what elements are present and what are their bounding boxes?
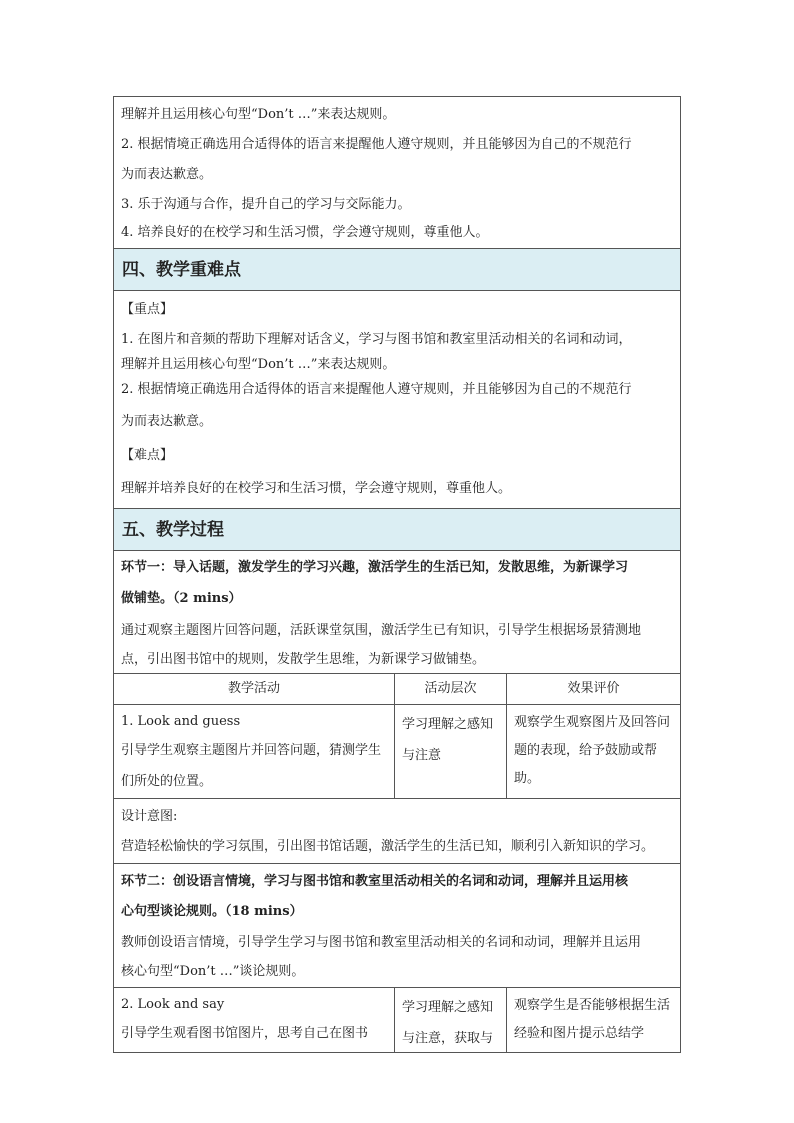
step-1-heading: 环节一：导入话题，激发学生的学习兴趣，激活学生的生活已知，发散思维，为新课学习 [121, 560, 629, 575]
teaching-goals-block [113, 96, 681, 249]
activity-evaluation-cell: 观察学生是否能够根据生活经验和图片提示总结学 [514, 998, 671, 1041]
activity-description: 引导学生观察主题图片并回答问题，猜测学生们所处的位置。 [121, 743, 382, 789]
goal-line: 4. 培养良好的在校学习和生活习惯，学会遵守规则，尊重他人。 [121, 225, 489, 240]
key-points-label: 【重点】 [121, 302, 174, 317]
activity-row [113, 705, 681, 799]
activity-evaluation-cell: 观察学生观察图片及回答问题的表现，给予鼓励或帮助。 [514, 715, 671, 786]
activity-level-cell: 学习理解之感知与注意 [395, 705, 507, 798]
col-header-level: 活动层次 [395, 674, 507, 704]
key-point-line: 理解并且运用核心句型“Don’t …”来表达规则。 [121, 357, 396, 372]
activity-table-header [113, 674, 681, 705]
step-1-description-cont: 点，引出图书馆中的规则，发散学生思维，为新课学习做铺垫。 [121, 652, 486, 667]
activity-cell [114, 988, 395, 1052]
col-header-activity: 教学活动 [114, 674, 395, 704]
design-intent-block [113, 799, 681, 864]
key-point-line: 为而表达歉意。 [121, 414, 213, 429]
activity-title: 1. Look and guess [121, 714, 241, 729]
difficult-points-label: 【难点】 [121, 448, 174, 463]
key-point-line: 2. 根据情境正确选用合适得体的语言来提醒他人遵守规则，并且能够因为自己的不规范行 [121, 382, 632, 397]
col-header-evaluation: 效果评价 [567, 681, 620, 696]
goal-line: 3. 乐于沟通与合作，提升自己的学习与交际能力。 [121, 197, 411, 212]
difficult-point-text: 理解并培养良好的在校学习和生活习惯，学会遵守规则，尊重他人。 [121, 481, 512, 496]
design-intent-text: 营造轻松愉快的学习氛围，引出图书馆话题，激活学生的生活已知，顺利引入新知识的学习。 [121, 839, 655, 854]
activity-description: 引导学生观看图书馆图片，思考自己在图书 [121, 1026, 369, 1041]
goal-line: 2. 根据情境正确选用合适得体的语言来提醒他人遵守规则，并且能够因为自己的不规范行 [121, 137, 632, 152]
section-4-heading: 四、教学重难点 [113, 249, 681, 291]
key-difficult-points [113, 291, 681, 509]
key-point-line: 1. 在图片和音频的帮助下理解对话含义，学习与图书馆和教室里活动相关的名词和动词， [121, 332, 632, 347]
activity-row [113, 988, 681, 1053]
goal-line: 理解并且运用核心句型“Don’t …”来表达规则。 [121, 107, 396, 122]
step-1-description: 通过观察主题图片回答问题，活跃课堂氛围，激活学生已有知识，引导学生根据场景猜测地 [121, 623, 642, 638]
activity-level-cell: 学习理解之感知与注意，获取与 [395, 988, 507, 1052]
step-2-heading-cont: 心句型谈论规则。（18 mins） [121, 904, 303, 919]
step-1-block [113, 551, 681, 674]
step-2-description-cont: 核心句型“Don’t …”谈论规则。 [121, 964, 305, 979]
step-2-description: 教师创设语言情境，引导学生学习与图书馆和教室里活动相关的名词和动词，理解并且运用 [121, 935, 642, 950]
lesson-plan-document [113, 96, 681, 1053]
goal-line: 为而表达歉意。 [121, 167, 213, 182]
design-intent-label: 设计意图: [121, 809, 178, 824]
activity-cell [114, 705, 395, 798]
section-5-heading: 五、教学过程 [113, 509, 681, 551]
activity-title: 2. Look and say [121, 997, 225, 1012]
step-2-block [113, 864, 681, 988]
step-2-heading: 环节二：创设语言情境，学习与图书馆和教室里活动相关的名词和动词，理解并且运用核 [121, 874, 629, 889]
step-1-heading-cont: 做铺垫。（2 mins） [121, 591, 242, 606]
